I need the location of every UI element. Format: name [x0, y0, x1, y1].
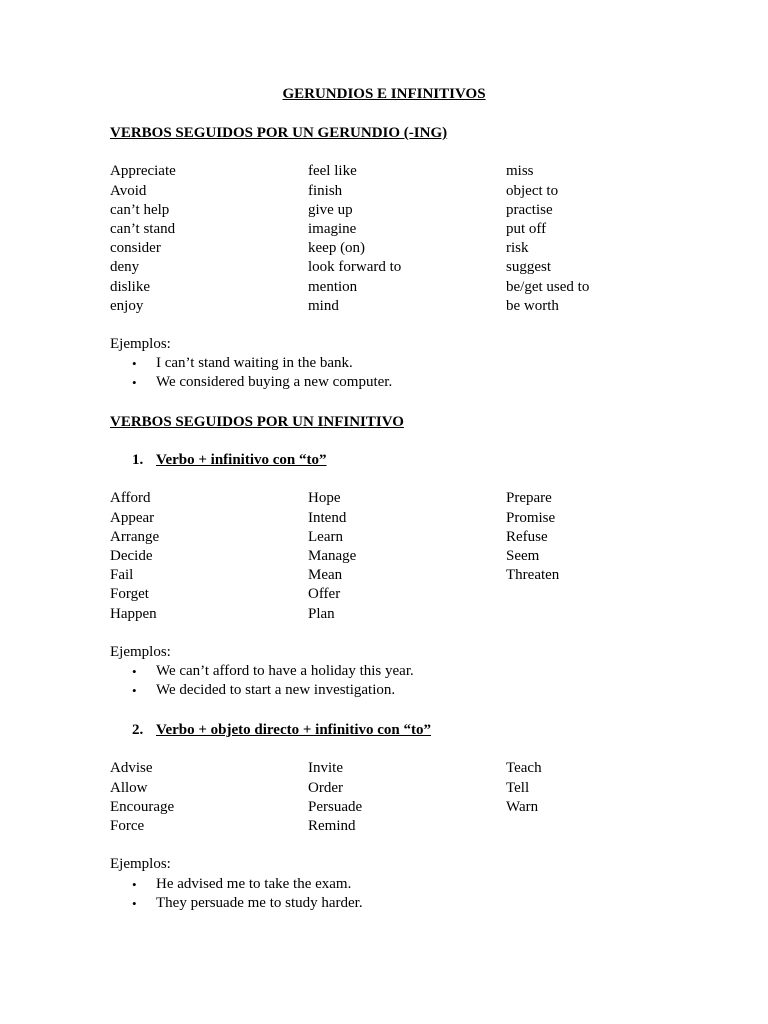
- infinitive-section: [110, 413, 670, 432]
- verb-item: Refuse: [506, 528, 548, 545]
- verb-item: risk: [506, 240, 529, 257]
- verb-item: practise: [506, 201, 553, 218]
- example-item: [110, 373, 670, 392]
- examples-list: [110, 875, 670, 913]
- verb-item: Offer: [308, 586, 341, 603]
- subsection-title: Verbo + infinitivo con “to”: [156, 452, 327, 468]
- infinitive-heading: VERBOS SEGUIDOS POR UN INFINITIVO: [110, 414, 404, 430]
- subsection-heading: [110, 451, 670, 470]
- verb-column: [308, 162, 506, 316]
- example-item: [110, 875, 670, 894]
- verb-column: [506, 489, 704, 623]
- verb-column: [110, 162, 308, 316]
- verb-item: be/get used to: [506, 278, 590, 295]
- verb-item: Advise: [110, 760, 153, 777]
- bullet-icon: •: [132, 356, 137, 372]
- verb-item: give up: [308, 201, 353, 218]
- verb-item: can’t stand: [110, 220, 176, 237]
- example-text: I can’t stand waiting in the bank.: [156, 355, 353, 372]
- verb-item: Hope: [308, 490, 341, 507]
- example-text: We decided to start a new investigation.: [156, 682, 396, 699]
- verb-item: Seem: [506, 547, 540, 564]
- verb-column: [506, 162, 704, 316]
- examples-label: Ejemplos:: [110, 856, 171, 873]
- verb-item: Afford: [110, 490, 151, 507]
- verb-item: Learn: [308, 528, 343, 545]
- verb-item: mention: [308, 278, 358, 295]
- verb-item: Plan: [308, 605, 335, 622]
- example-text: We considered buying a new computer.: [156, 374, 393, 391]
- verb-item: enjoy: [110, 297, 144, 314]
- verb-item: Order: [308, 779, 343, 796]
- verb-column: [308, 489, 506, 623]
- verb-item: Intend: [308, 509, 347, 526]
- verb-item: Allow: [110, 779, 148, 796]
- example-text: They persuade me to study harder.: [156, 894, 363, 911]
- verb-item: Warn: [506, 798, 539, 815]
- infinitive-object-verb-table: [110, 759, 670, 836]
- verb-item: Forget: [110, 586, 149, 603]
- example-item: [110, 354, 670, 373]
- examples-list: [110, 662, 670, 700]
- examples-label: Ejemplos:: [110, 336, 171, 353]
- verb-column: [506, 759, 704, 836]
- bullet-icon: •: [132, 664, 137, 680]
- infinitive-verb-table: [110, 489, 670, 623]
- verb-item: Promise: [506, 509, 556, 526]
- verb-item: keep (on): [308, 240, 366, 257]
- verb-item: Remind: [308, 817, 356, 834]
- infinitive-subsection-1: [110, 451, 670, 700]
- verb-item: consider: [110, 240, 161, 257]
- verb-item: feel like: [308, 163, 357, 180]
- verb-item: be worth: [506, 297, 559, 314]
- verb-item: Appreciate: [110, 163, 176, 180]
- verb-item: dislike: [110, 278, 150, 295]
- examples-list: [110, 354, 670, 392]
- page-title: GERUNDIOS E INFINITIVOS: [282, 86, 486, 102]
- subsection-number: 1.: [132, 452, 144, 468]
- verb-item: Encourage: [110, 798, 175, 815]
- bullet-icon: •: [132, 683, 137, 699]
- verb-item: Prepare: [506, 490, 552, 507]
- bullet-icon: •: [132, 375, 137, 391]
- gerund-section: [110, 124, 670, 393]
- verb-item: Invite: [308, 760, 343, 777]
- verb-item: mind: [308, 297, 339, 314]
- verb-item: Fail: [110, 567, 134, 584]
- verb-item: finish: [308, 182, 343, 199]
- verb-item: Decide: [110, 547, 153, 564]
- verb-item: Threaten: [506, 567, 560, 584]
- bullet-icon: •: [132, 876, 137, 892]
- verb-item: Appear: [110, 509, 155, 526]
- subsection-heading: [110, 721, 670, 740]
- verb-item: Mean: [308, 567, 343, 584]
- example-text: He advised me to take the exam.: [156, 875, 352, 892]
- verb-item: Persuade: [308, 798, 363, 815]
- example-item: [110, 662, 670, 681]
- verb-column: [308, 759, 506, 836]
- verb-item: imagine: [308, 220, 357, 237]
- verb-item: Manage: [308, 547, 357, 564]
- verb-item: Happen: [110, 605, 157, 622]
- subsection-number: 2.: [132, 722, 144, 738]
- example-text: We can’t afford to have a holiday this year.: [156, 663, 414, 680]
- infinitive-subsection-2: [110, 721, 670, 913]
- verb-item: Arrange: [110, 528, 160, 545]
- verb-item: Force: [110, 817, 145, 834]
- verb-item: Avoid: [110, 182, 147, 199]
- verb-item: Tell: [506, 779, 530, 796]
- verb-column: [110, 759, 308, 836]
- examples-label: Ejemplos:: [110, 643, 171, 660]
- gerund-verb-table: [110, 162, 670, 316]
- verb-item: suggest: [506, 259, 551, 276]
- bullet-icon: •: [132, 895, 137, 911]
- subsection-title: Verbo + objeto directo + infinitivo con “to”: [156, 722, 431, 738]
- example-item: [110, 894, 670, 913]
- verb-item: deny: [110, 259, 140, 276]
- verb-item: Teach: [506, 760, 542, 777]
- verb-item: can’t help: [110, 201, 170, 218]
- verb-item: object to: [506, 182, 559, 199]
- gerund-heading: VERBOS SEGUIDOS POR UN GERUNDIO (-ING): [110, 125, 448, 141]
- verb-column: [110, 489, 308, 623]
- verb-item: put off: [506, 220, 547, 237]
- verb-item: miss: [506, 163, 534, 180]
- example-item: [110, 681, 670, 700]
- verb-item: look forward to: [308, 259, 402, 276]
